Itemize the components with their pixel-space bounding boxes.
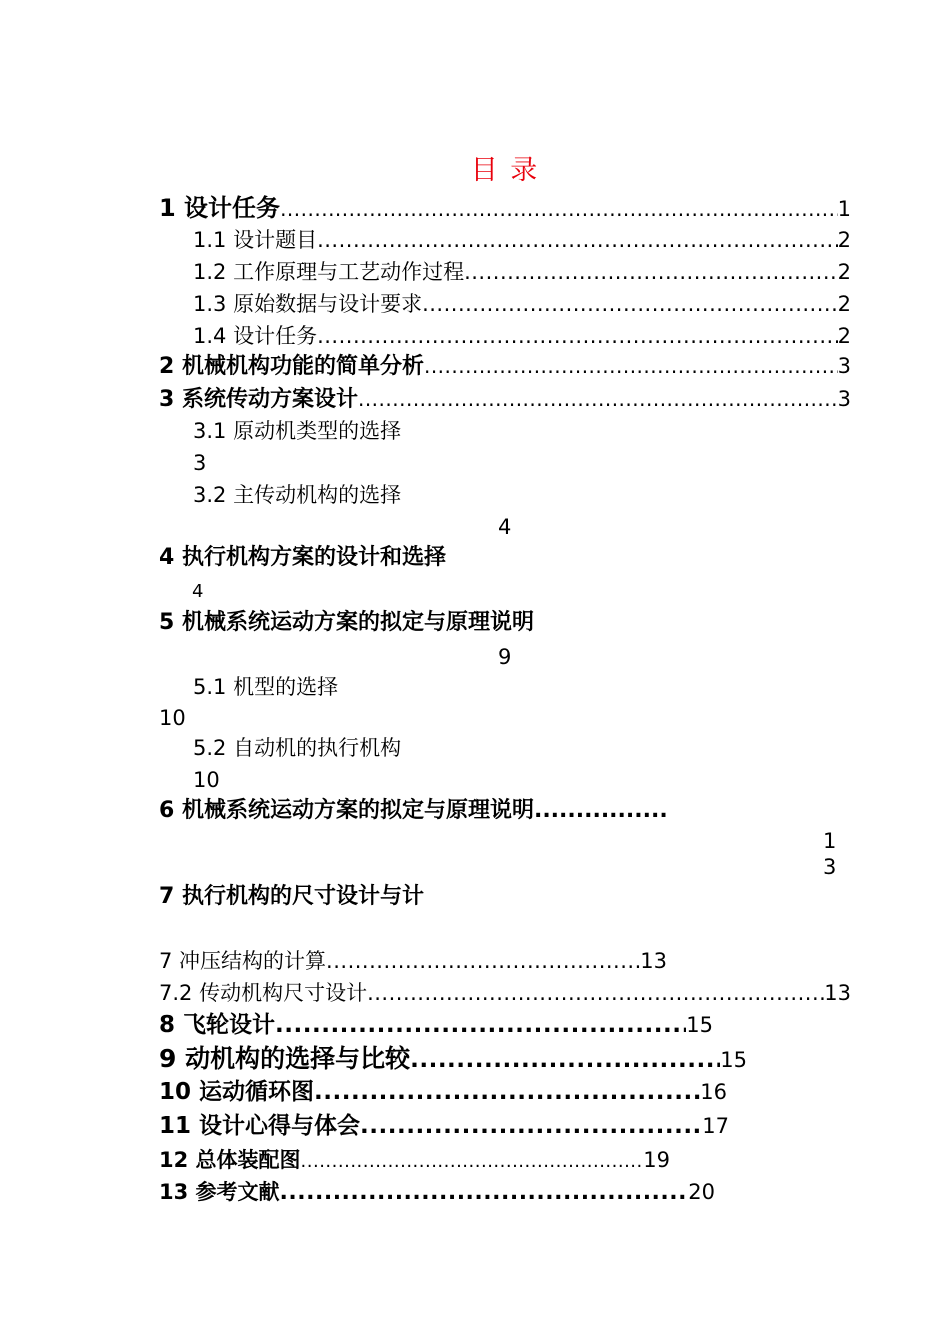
toc-entry-label: 1.1 设计题目: [193, 228, 318, 252]
toc-entry-1[interactable]: [159, 196, 851, 220]
toc-entry-page: 13: [824, 981, 851, 1005]
leader-dots: [317, 326, 838, 347]
toc-entry-label: 7 冲压结构的计算: [159, 949, 327, 973]
toc-entry-4-page: 4: [192, 581, 204, 602]
toc-entry-label: 7.2 传动机构尺寸设计: [159, 981, 368, 1005]
leader-dots: [422, 294, 838, 315]
leader-dots: [314, 1081, 700, 1104]
toc-entry-label: 11 设计心得与体会: [159, 1113, 361, 1139]
toc-entry-page: 2: [837, 292, 851, 316]
leader-dots: [367, 983, 824, 1004]
toc-entry-page: 19: [643, 1148, 670, 1172]
toc-entry-5-1-page: 10: [159, 706, 186, 730]
toc-entry-label: 9 动机构的选择与比较: [159, 1044, 411, 1073]
toc-entry-3-1-page: 3: [193, 451, 207, 475]
toc-entry-12[interactable]: [159, 1150, 670, 1171]
toc-entry-6-page-line1: 1: [823, 829, 837, 853]
toc-entry-1-2[interactable]: [193, 262, 851, 283]
toc-entry-label: 8 飞轮设计: [159, 1012, 276, 1038]
leader-dots: [360, 1115, 702, 1138]
toc-entry-page: 2: [837, 324, 851, 348]
toc-entry-page: 20: [688, 1180, 715, 1204]
toc-entry-3-2-page: 4: [498, 515, 512, 539]
toc-entry-label: 12 总体装配图: [159, 1148, 301, 1172]
toc-entry-13[interactable]: [159, 1182, 715, 1204]
toc-entry-1-4[interactable]: [193, 326, 851, 347]
toc-entry-page: 15: [686, 1013, 713, 1037]
toc-entry-label: 3 系统传动方案设计: [159, 387, 358, 412]
toc-entry-5-2-page: 10: [193, 768, 220, 792]
toc-entry-label: 13 参考文献: [159, 1180, 280, 1204]
toc-entry-7-2[interactable]: [159, 983, 851, 1004]
toc-entry-7-label[interactable]: 7 执行机构的尺寸设计与计: [159, 884, 424, 909]
toc-entry-4-label[interactable]: 4 执行机构方案的设计和选择: [159, 545, 446, 570]
toc-entry-page: 3: [837, 354, 851, 378]
toc-entry-3-1-label[interactable]: 3.1 原动机类型的选择: [193, 419, 402, 443]
toc-entry-label: 1 设计任务: [159, 194, 281, 222]
leader-dots: [464, 262, 838, 283]
leader-dots: [301, 1153, 644, 1171]
toc-entry-5-label[interactable]: 5 机械系统运动方案的拟定与原理说明: [159, 610, 534, 635]
toc-entry-page: 15: [720, 1048, 747, 1072]
toc-entry-label: 1.3 原始数据与设计要求: [193, 292, 423, 316]
toc-entry-page: 2: [837, 228, 851, 252]
toc-entry-6-label[interactable]: 6 机械系统运动方案的拟定与原理说明................: [159, 798, 668, 823]
leader-dots: [317, 230, 838, 251]
toc-entry-6-page-line2: 3: [823, 855, 837, 879]
toc-title: 目 录: [470, 155, 540, 186]
toc-entry-5-page: 9: [498, 645, 512, 669]
leader-dots: [424, 356, 838, 376]
toc-entry-page: 1: [837, 197, 851, 221]
toc-entry-label: 1.4 设计任务: [193, 324, 318, 348]
toc-entry-page: 2: [837, 260, 851, 284]
toc-entry-label: 1.2 工作原理与工艺动作过程: [193, 260, 465, 284]
toc-entry-page: 17: [702, 1114, 729, 1138]
toc-entry-1-3[interactable]: [193, 294, 851, 315]
toc-entry-3[interactable]: [159, 389, 851, 411]
toc-entry-2[interactable]: [159, 356, 851, 378]
leader-dots: [280, 1182, 689, 1204]
toc-entry-9[interactable]: [159, 1046, 747, 1072]
toc-entry-label: 2 机械机构功能的简单分析: [159, 354, 424, 379]
leader-dots: [326, 951, 640, 972]
leader-dots: [410, 1049, 720, 1072]
toc-entry-3-2-label[interactable]: 3.2 主传动机构的选择: [193, 483, 402, 507]
toc-entry-1-1[interactable]: [193, 230, 851, 251]
toc-entry-11[interactable]: [159, 1115, 729, 1138]
leader-dots: [358, 389, 838, 409]
toc-entry-5-2-label[interactable]: 5.2 自动机的执行机构: [193, 736, 402, 760]
toc-entry-8[interactable]: [159, 1014, 713, 1037]
toc-entry-page: 16: [700, 1080, 727, 1104]
leader-dots: [275, 1014, 686, 1037]
leader-dots: [280, 199, 838, 219]
toc-entry-5-1-label[interactable]: 5.1 机型的选择: [193, 675, 339, 699]
toc-entry-10[interactable]: [159, 1081, 727, 1104]
toc-entry-7-1[interactable]: [159, 951, 667, 972]
toc-entry-page: 3: [837, 387, 851, 411]
toc-entry-page: 13: [640, 949, 667, 973]
toc-entry-label: 10 运动循环图: [159, 1079, 315, 1105]
